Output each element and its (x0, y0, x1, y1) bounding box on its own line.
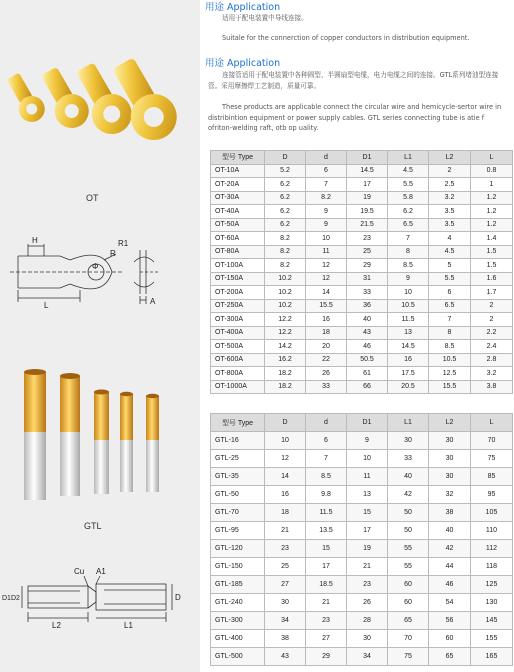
application-en-1: Suitale for the connerction of copper conductors in distribution equipment. (222, 34, 470, 42)
ot-model-cell: OT-200A (211, 286, 265, 300)
ot-value-cell: 18 (306, 326, 347, 340)
ot-value-cell: 25 (347, 245, 388, 259)
gtl-table-row (211, 432, 513, 450)
gtl-value-cell: 19 (347, 540, 388, 558)
gtl-value-cell: 40 (388, 468, 429, 486)
ot-dim-r: R (110, 249, 116, 258)
ot-value-cell: 23 (347, 232, 388, 246)
gtl-column-header: D1 (347, 414, 388, 432)
gtl-value-cell: 9 (347, 432, 388, 450)
ot-value-cell: 9 (388, 272, 429, 286)
ot-value-cell: 11 (306, 245, 347, 259)
ot-value-cell: 3.8 (471, 380, 513, 394)
gtl-value-cell: 30 (429, 432, 471, 450)
gtl-value-cell: 65 (388, 612, 429, 630)
gtl-value-cell: 46 (429, 576, 471, 594)
gtl-column-header: D (265, 414, 306, 432)
gtl-caption: GTL (84, 521, 102, 531)
ot-value-cell: 3.5 (429, 205, 471, 219)
ot-model-cell: OT-150A (211, 272, 265, 286)
ot-value-cell: 5.8 (388, 191, 429, 205)
ot-value-cell: 20 (306, 340, 347, 354)
ot-value-cell: 15.5 (306, 299, 347, 313)
ot-value-cell: 6.2 (265, 178, 306, 192)
gtl-value-cell: 30 (265, 594, 306, 612)
gtl-dim-a1: A1 (96, 567, 106, 576)
ot-value-cell: 7 (306, 178, 347, 192)
gtl-value-cell: 10 (265, 432, 306, 450)
ot-value-cell: 14.5 (347, 164, 388, 178)
ot-value-cell: 12.5 (429, 367, 471, 381)
ot-value-cell: 6.2 (265, 218, 306, 232)
gtl-model-cell: GTL-50 (211, 486, 265, 504)
gtl-value-cell: 8.5 (306, 468, 347, 486)
ot-value-cell: 8 (388, 245, 429, 259)
gtl-value-cell: 30 (429, 468, 471, 486)
gtl-value-cell: 125 (471, 576, 513, 594)
gtl-value-cell: 56 (429, 612, 471, 630)
gtl-column-header: L (471, 414, 513, 432)
ot-model-cell: OT-600A (211, 353, 265, 367)
gtl-value-cell: 23 (265, 540, 306, 558)
gtl-value-cell: 23 (347, 576, 388, 594)
ot-table-row (211, 245, 513, 259)
ot-model-cell: OT-40A (211, 205, 265, 219)
gtl-value-cell: 27 (265, 576, 306, 594)
ot-dim-phi: Φ (92, 262, 99, 271)
ot-value-cell: 33 (306, 380, 347, 394)
gtl-value-cell: 30 (347, 630, 388, 648)
gtl-dim-d: D (175, 593, 181, 602)
gtl-table-row (211, 576, 513, 594)
ot-value-cell: 2.2 (471, 326, 513, 340)
ot-value-cell: 4 (429, 232, 471, 246)
gtl-value-cell: 75 (471, 450, 513, 468)
gtl-value-cell: 15 (306, 540, 347, 558)
gtl-value-cell: 23 (306, 612, 347, 630)
ot-value-cell: 1.5 (471, 259, 513, 273)
gtl-value-cell: 21 (347, 558, 388, 576)
gtl-value-cell: 145 (471, 612, 513, 630)
ot-value-cell: 4.5 (388, 164, 429, 178)
ot-model-cell: OT-250A (211, 299, 265, 313)
ot-value-cell: 5.5 (388, 178, 429, 192)
gtl-model-cell: GTL-240 (211, 594, 265, 612)
ot-value-cell: 66 (347, 380, 388, 394)
ot-model-cell: OT-500A (211, 340, 265, 354)
gtl-table-row (211, 648, 513, 666)
ot-table-row (211, 259, 513, 273)
gtl-model-cell: GTL-120 (211, 540, 265, 558)
gtl-value-cell: 34 (347, 648, 388, 666)
gtl-value-cell: 33 (388, 450, 429, 468)
application-heading-1: 用途 Application (205, 2, 281, 13)
ot-model-cell: OT-60A (211, 232, 265, 246)
gtl-value-cell: 18.5 (306, 576, 347, 594)
ot-value-cell: 8.2 (265, 232, 306, 246)
ot-value-cell: 1.2 (471, 205, 513, 219)
gtl-value-cell: 110 (471, 522, 513, 540)
gtl-table-row (211, 468, 513, 486)
ot-value-cell: 12.2 (265, 313, 306, 327)
ot-value-cell: 14.5 (388, 340, 429, 354)
ot-value-cell: 3.2 (471, 367, 513, 381)
ot-table-row (211, 191, 513, 205)
ot-value-cell: 40 (347, 313, 388, 327)
ot-value-cell: 16 (306, 313, 347, 327)
ot-table-row (211, 326, 513, 340)
ot-column-header: L (471, 151, 513, 165)
ot-model-cell: OT-800A (211, 367, 265, 381)
ot-value-cell: 22 (306, 353, 347, 367)
ot-value-cell: 26 (306, 367, 347, 381)
gtl-value-cell: 60 (388, 594, 429, 612)
ot-table-row (211, 380, 513, 394)
ot-model-cell: OT-80A (211, 245, 265, 259)
application-heading-2: 用途 Application (205, 58, 281, 69)
gtl-value-cell: 75 (388, 648, 429, 666)
gtl-value-cell: 118 (471, 558, 513, 576)
gtl-value-cell: 70 (388, 630, 429, 648)
gtl-value-cell: 11.5 (306, 504, 347, 522)
ot-value-cell: 5.5 (429, 272, 471, 286)
application-en-2: These products are applicable connect the circular wire and hemicycle-sertor wire in distribintion equipment or power supply cables. GTL series connecting tube is atie f ofriton-welding raft, otb op uality. (208, 103, 502, 132)
gtl-value-cell: 40 (429, 522, 471, 540)
gtl-value-cell: 34 (265, 612, 306, 630)
gtl-value-cell: 13.5 (306, 522, 347, 540)
ot-dim-h: H (32, 236, 38, 245)
ot-column-header: D1 (347, 151, 388, 165)
ot-value-cell: 18.2 (265, 380, 306, 394)
ot-model-cell: OT-1000A (211, 380, 265, 394)
gtl-value-cell: 29 (306, 648, 347, 666)
ot-table-row (211, 340, 513, 354)
gtl-value-cell: 42 (388, 486, 429, 504)
ot-value-cell: 10 (388, 286, 429, 300)
ot-value-cell: 4.5 (429, 245, 471, 259)
ot-value-cell: 10.2 (265, 286, 306, 300)
ot-value-cell: 43 (347, 326, 388, 340)
ot-value-cell: 21.5 (347, 218, 388, 232)
gtl-value-cell: 54 (429, 594, 471, 612)
ot-value-cell: 8.2 (265, 259, 306, 273)
ot-value-cell: 1.2 (471, 218, 513, 232)
gtl-value-cell: 105 (471, 504, 513, 522)
ot-value-cell: 16 (388, 353, 429, 367)
gtl-value-cell: 21 (265, 522, 306, 540)
ot-lugs-photo (0, 0, 200, 170)
ot-value-cell: 6 (306, 164, 347, 178)
gtl-value-cell: 30 (388, 432, 429, 450)
ot-table-row (211, 286, 513, 300)
gtl-table-row (211, 630, 513, 648)
ot-value-cell: 6.2 (265, 205, 306, 219)
ot-value-cell: 29 (347, 259, 388, 273)
gtl-model-cell: GTL-500 (211, 648, 265, 666)
ot-value-cell: 14 (306, 286, 347, 300)
gtl-header-row (211, 414, 513, 432)
ot-technical-drawing (0, 232, 200, 322)
gtl-value-cell: 38 (265, 630, 306, 648)
gtl-model-cell: GTL-70 (211, 504, 265, 522)
gtl-dim-l1: L1 (124, 621, 133, 630)
ot-value-cell: 46 (347, 340, 388, 354)
ot-value-cell: 7 (429, 313, 471, 327)
gtl-dim-d1d2: D1D2 (2, 595, 20, 602)
gtl-model-cell: GTL-300 (211, 612, 265, 630)
ot-value-cell: 10.2 (265, 272, 306, 286)
ot-value-cell: 1.7 (471, 286, 513, 300)
gtl-spec-table (210, 413, 513, 666)
gtl-model-cell: GTL-95 (211, 522, 265, 540)
ot-value-cell: 1.5 (471, 245, 513, 259)
gtl-value-cell: 17 (306, 558, 347, 576)
ot-column-header: 型号 Type (211, 151, 265, 165)
ot-value-cell: 1 (471, 178, 513, 192)
ot-value-cell: 8.2 (306, 191, 347, 205)
ot-value-cell: 10.5 (429, 353, 471, 367)
ot-value-cell: 6.5 (388, 218, 429, 232)
ot-value-cell: 6 (429, 286, 471, 300)
gtl-value-cell: 16 (265, 486, 306, 504)
gtl-value-cell: 38 (429, 504, 471, 522)
ot-column-header: D (265, 151, 306, 165)
gtl-table-row (211, 450, 513, 468)
ot-value-cell: 31 (347, 272, 388, 286)
gtl-value-cell: 70 (471, 432, 513, 450)
ot-value-cell: 6.2 (388, 205, 429, 219)
application-cn-1: 适用于配电装置中导线连接。 (222, 14, 308, 22)
gtl-dim-l2: L2 (52, 621, 61, 630)
ot-value-cell: 3.5 (429, 218, 471, 232)
gtl-value-cell: 43 (265, 648, 306, 666)
gtl-table-row (211, 486, 513, 504)
ot-value-cell: 36 (347, 299, 388, 313)
ot-dim-r1: R1 (118, 239, 129, 248)
gtl-value-cell: 25 (265, 558, 306, 576)
ot-model-cell: OT-100A (211, 259, 265, 273)
gtl-value-cell: 17 (347, 522, 388, 540)
gtl-value-cell: 55 (388, 558, 429, 576)
gtl-model-cell: GTL-150 (211, 558, 265, 576)
ot-model-cell: OT-10A (211, 164, 265, 178)
gtl-model-cell: GTL-25 (211, 450, 265, 468)
ot-column-header: L1 (388, 151, 429, 165)
ot-value-cell: 8.5 (388, 259, 429, 273)
gtl-value-cell: 44 (429, 558, 471, 576)
ot-value-cell: 13 (388, 326, 429, 340)
ot-value-cell: 17.5 (388, 367, 429, 381)
gtl-model-cell: GTL-35 (211, 468, 265, 486)
ot-value-cell: 2 (471, 313, 513, 327)
gtl-table-row (211, 612, 513, 630)
ot-table-row (211, 164, 513, 178)
ot-dim-a: A (150, 297, 156, 306)
gtl-value-cell: 165 (471, 648, 513, 666)
gtl-value-cell: 55 (388, 540, 429, 558)
ot-value-cell: 10.5 (388, 299, 429, 313)
gtl-value-cell: 13 (347, 486, 388, 504)
gtl-column-header: L2 (429, 414, 471, 432)
ot-value-cell: 20.5 (388, 380, 429, 394)
ot-value-cell: 5.2 (265, 164, 306, 178)
application-cn-2: 连接管适用于配电装置中各种圆型、半圆扇型电缆，电力电缆之间的连接。GTL系列堵油型连接管。采用摩擦焊工艺制造，质量可靠。 (208, 71, 499, 90)
ot-value-cell: 9 (306, 218, 347, 232)
ot-table-row (211, 299, 513, 313)
gtl-value-cell: 85 (471, 468, 513, 486)
ot-value-cell: 61 (347, 367, 388, 381)
gtl-value-cell: 42 (429, 540, 471, 558)
ot-value-cell: 12.2 (265, 326, 306, 340)
gtl-value-cell: 112 (471, 540, 513, 558)
gtl-tubes-photo (0, 362, 200, 512)
ot-value-cell: 1.6 (471, 272, 513, 286)
gtl-value-cell: 21 (306, 594, 347, 612)
gtl-table-row (211, 540, 513, 558)
ot-value-cell: 16.2 (265, 353, 306, 367)
ot-model-cell: OT-300A (211, 313, 265, 327)
ot-value-cell: 50.5 (347, 353, 388, 367)
ot-value-cell: 19.5 (347, 205, 388, 219)
ot-table-row (211, 218, 513, 232)
gtl-model-cell: GTL-185 (211, 576, 265, 594)
ot-column-header: d (306, 151, 347, 165)
ot-value-cell: 9 (306, 205, 347, 219)
ot-value-cell: 19 (347, 191, 388, 205)
gtl-value-cell: 65 (429, 648, 471, 666)
ot-value-cell: 14.2 (265, 340, 306, 354)
ot-model-cell: OT-30A (211, 191, 265, 205)
ot-value-cell: 2 (429, 164, 471, 178)
ot-value-cell: 2 (471, 299, 513, 313)
gtl-value-cell: 15 (347, 504, 388, 522)
ot-header-row (211, 151, 513, 165)
gtl-value-cell: 27 (306, 630, 347, 648)
ot-value-cell: 7 (388, 232, 429, 246)
ot-value-cell: 3.2 (429, 191, 471, 205)
ot-value-cell: 6.2 (265, 191, 306, 205)
ot-caption: OT (86, 193, 99, 203)
gtl-value-cell: 9.8 (306, 486, 347, 504)
gtl-value-cell: 18 (265, 504, 306, 522)
gtl-table-row (211, 504, 513, 522)
gtl-table-row (211, 558, 513, 576)
ot-value-cell: 12 (306, 272, 347, 286)
gtl-column-header: L1 (388, 414, 429, 432)
ot-model-cell: OT-20A (211, 178, 265, 192)
ot-table-row (211, 178, 513, 192)
gtl-value-cell: 32 (429, 486, 471, 504)
ot-value-cell: 0.8 (471, 164, 513, 178)
gtl-value-cell: 11 (347, 468, 388, 486)
product-illustration-panel (0, 0, 200, 672)
gtl-column-header: 型号 Type (211, 414, 265, 432)
ot-value-cell: 1.2 (471, 191, 513, 205)
gtl-value-cell: 14 (265, 468, 306, 486)
ot-value-cell: 15.5 (429, 380, 471, 394)
ot-value-cell: 12 (306, 259, 347, 273)
gtl-value-cell: 60 (388, 576, 429, 594)
ot-table-row (211, 353, 513, 367)
ot-value-cell: 2.4 (471, 340, 513, 354)
gtl-table-row (211, 594, 513, 612)
ot-value-cell: 10.2 (265, 299, 306, 313)
gtl-value-cell: 130 (471, 594, 513, 612)
gtl-model-cell: GTL-16 (211, 432, 265, 450)
ot-table-row (211, 272, 513, 286)
ot-model-cell: OT-50A (211, 218, 265, 232)
ot-table-row (211, 232, 513, 246)
ot-model-cell: OT-400A (211, 326, 265, 340)
ot-value-cell: 33 (347, 286, 388, 300)
gtl-value-cell: 26 (347, 594, 388, 612)
ot-value-cell: 11.5 (388, 313, 429, 327)
ot-value-cell: 2.8 (471, 353, 513, 367)
ot-table-row (211, 205, 513, 219)
ot-table-row (211, 313, 513, 327)
gtl-model-cell: GTL-400 (211, 630, 265, 648)
gtl-value-cell: 155 (471, 630, 513, 648)
ot-value-cell: 2.5 (429, 178, 471, 192)
ot-value-cell: 5 (429, 259, 471, 273)
ot-column-header: L2 (429, 151, 471, 165)
gtl-value-cell: 7 (306, 450, 347, 468)
gtl-value-cell: 12 (265, 450, 306, 468)
ot-table-row (211, 367, 513, 381)
specification-panel (200, 0, 514, 672)
gtl-technical-drawing (0, 562, 200, 632)
gtl-column-header: d (306, 414, 347, 432)
gtl-table-row (211, 522, 513, 540)
gtl-value-cell: 50 (388, 522, 429, 540)
gtl-value-cell: 60 (429, 630, 471, 648)
gtl-value-cell: 30 (429, 450, 471, 468)
ot-value-cell: 8 (429, 326, 471, 340)
ot-spec-table (210, 150, 513, 394)
ot-value-cell: 8.5 (429, 340, 471, 354)
ot-value-cell: 6.5 (429, 299, 471, 313)
ot-value-cell: 18.2 (265, 367, 306, 381)
ot-value-cell: 8.2 (265, 245, 306, 259)
gtl-value-cell: 95 (471, 486, 513, 504)
gtl-value-cell: 10 (347, 450, 388, 468)
ot-value-cell: 10 (306, 232, 347, 246)
gtl-value-cell: 50 (388, 504, 429, 522)
gtl-dim-cu: Cu (74, 567, 85, 576)
ot-dim-l: L (44, 301, 49, 310)
ot-value-cell: 17 (347, 178, 388, 192)
ot-value-cell: 1.4 (471, 232, 513, 246)
gtl-value-cell: 6 (306, 432, 347, 450)
gtl-value-cell: 28 (347, 612, 388, 630)
